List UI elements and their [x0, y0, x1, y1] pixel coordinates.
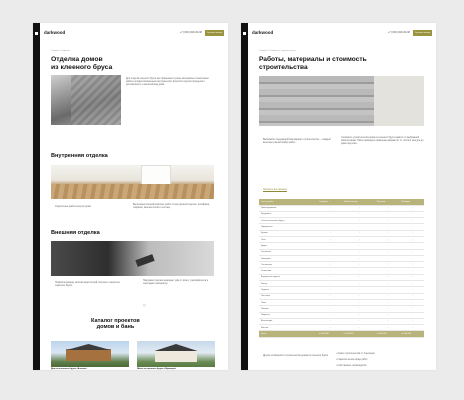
page-title-line-1: Отделка домов — [51, 56, 103, 63]
row-label: Двери — [259, 243, 317, 249]
logo[interactable]: darkwood — [44, 30, 66, 35]
log-wall-texture — [71, 75, 121, 125]
inner-photo — [51, 165, 214, 199]
comparison-table — [259, 199, 424, 338]
hero-photo — [51, 75, 121, 125]
row-label: Вентиляция — [259, 318, 317, 324]
floor-texture — [51, 184, 214, 199]
outer-text: Наружная отделка защищает дом от влаги, ультрафиолета и перепадов температур. — [143, 280, 209, 286]
header — [44, 30, 224, 38]
list-item: ▪ Гарантия на все виды работ — [336, 359, 368, 362]
catalog-title — [91, 318, 140, 331]
request-button[interactable]: Оставить заявку — [206, 32, 223, 34]
table-row: Полы — — • • — [259, 299, 424, 305]
row-label: Отопление — [259, 268, 317, 274]
sidebar-strip — [33, 23, 40, 370]
project-card-1-title[interactable]: Дом из клееного бруса «Альпик» — [51, 368, 87, 370]
page-title-line-2: из клееного бруса — [51, 63, 113, 71]
request-button[interactable]: Оставить заявку — [414, 32, 431, 34]
inner-text: Выполняем полный комплекс работ по внутренней отделке: шлифовка, покраска, монтаж полов и лестниц. — [133, 204, 210, 210]
row-label: Итого — [259, 331, 317, 337]
table-row: Покраска — — — • — [259, 312, 424, 318]
body-text: Стоимость строительства дома из клееного бруса зависит от выбранной комплектации. Ниже приведено сравнение вариантов: от тёплого контура до дома под ключ. — [341, 137, 424, 146]
table-row: Проектирование • • • • — [259, 205, 424, 211]
row-label: Фасад — [259, 281, 317, 287]
list-item-label: Сроки строительства от 3 месяцев — [337, 353, 375, 355]
table-total-row — [259, 331, 424, 337]
left-page — [33, 23, 228, 370]
table-row: Сантехника — — • • — [259, 262, 424, 268]
row-label: Окна — [259, 236, 317, 242]
logo[interactable]: darkwood — [252, 30, 274, 35]
table-row: Окна — • • • — [259, 236, 424, 242]
inner-title: Внутренняя отделка — [51, 153, 108, 159]
row-label: Электрика — [259, 255, 317, 261]
list-item: ▪ Собственное производство — [336, 365, 367, 368]
project-card-1-photo[interactable] — [51, 341, 129, 367]
table-row: Утепление — • • • — [259, 249, 424, 255]
row-label: Перекрытия — [259, 224, 317, 230]
list-item-label: Собственное производство — [337, 365, 367, 368]
row-label: Потолки — [259, 306, 317, 312]
page-title-line-2: строительства — [259, 63, 308, 71]
intro-text: Для отделки клееного бруса мы применяем лучшие материалы и выполняем работы профессиональным инструментом. Качество отделки определяет долговечность и внешний вид дома. — [126, 78, 209, 87]
right-page — [241, 23, 436, 370]
outer-photo — [51, 241, 214, 276]
row-label: Фундамент — [259, 211, 317, 217]
table-header: Премиум — [399, 199, 424, 205]
row-label: Лестницы — [259, 293, 317, 299]
row-label: Утепление — [259, 249, 317, 255]
projects-link[interactable]: Смотреть все проекты — [263, 189, 287, 191]
table-row: Отопление — — • • — [259, 268, 424, 274]
page-title-line-1: Работы, материалы и стоимость — [259, 56, 367, 63]
row-label: Монтаж — [259, 325, 317, 331]
page-title — [259, 56, 367, 71]
table-header: Тёплый контур — [342, 199, 375, 205]
table-row: Внутренняя отделка — — • • — [259, 274, 424, 280]
outer-note: Покраска фасада, монтаж водосточной системы и защитное покрытие бруса. — [55, 282, 120, 288]
row-label: Террасы — [259, 287, 317, 293]
sidebar-strip — [241, 23, 248, 370]
table-row: Фундамент • • • • — [259, 211, 424, 217]
table-row: Кровля • • • • — [259, 230, 424, 236]
outer-title: Внешняя отделка — [51, 230, 100, 236]
breadcrumb[interactable]: Главная / Отделка — [51, 50, 70, 52]
list-item: ▪ Сроки строительства от 3 месяцев — [336, 353, 375, 355]
table-row: Террасы — — • • — [259, 287, 424, 293]
table-header: Под ключ — [375, 199, 400, 205]
phone-number[interactable]: +7 (000) 000-00-00 — [179, 31, 202, 34]
row-label: Проектирование — [259, 205, 317, 211]
table-row: Фасад — • • • — [259, 281, 424, 287]
breadcrumb[interactable]: Главная / Стоимость строительства — [259, 50, 296, 52]
row-label: Сантехника — [259, 262, 317, 268]
price-cell: от 000 000 — [342, 331, 375, 337]
table-row: Перекрытия • • • • — [259, 224, 424, 230]
inner-note: Отделочные работы внутри дома — [55, 206, 91, 208]
window-area — [374, 76, 424, 126]
table-header: Состав работ — [259, 199, 317, 205]
menu-icon[interactable] — [35, 32, 38, 35]
catalog-title-line-1: Каталог проектов — [91, 318, 140, 324]
brush-shape — [135, 254, 154, 267]
phone-number[interactable]: +7 (000) 000-00-00 — [387, 31, 410, 34]
project-card-2-photo[interactable] — [137, 341, 215, 367]
table-row: Стены из клееного бруса • • • • — [259, 218, 424, 224]
house-shape-2 — [155, 350, 197, 362]
table-row: Электрика — — • • — [259, 255, 424, 261]
project-card-2-title[interactable]: Шале из клееного бруса «Франция» — [137, 368, 177, 370]
row-label: Стены из клееного бруса — [259, 218, 317, 224]
bottom-title: Другие особенности строительства домов из клееного бруса — [263, 355, 328, 357]
table-row: Вентиляция — — — • — [259, 318, 424, 324]
row-label: Кровля — [259, 230, 317, 236]
row-label: Внутренняя отделка — [259, 274, 317, 280]
price-cell: от 000 000 — [317, 331, 342, 337]
page-title — [51, 56, 112, 72]
table-row: Двери — • • • — [259, 243, 424, 249]
price-cell: от 000 000 — [375, 331, 400, 337]
table-row: Лестницы — — • • — [259, 293, 424, 299]
info-icon: ◎ — [143, 303, 146, 307]
house-shape — [66, 349, 111, 361]
bullet-list — [336, 353, 424, 368]
row-label: Покраска — [259, 312, 317, 318]
table-header: Стандарт — [317, 199, 342, 205]
header — [252, 30, 432, 38]
hero-photo — [259, 76, 424, 126]
row-label: Полы — [259, 299, 317, 305]
lead-text: Выбирайте подходящий вам вариант строительства — каждый включает разный набор работ. — [263, 139, 331, 145]
menu-icon[interactable] — [243, 32, 246, 35]
table-row: Монтаж — — — • — [259, 325, 424, 331]
catalog-title-line-2: домов и бань — [96, 324, 135, 331]
table-row: Потолки — — — • — [259, 306, 424, 312]
price-cell: от 000 000 — [399, 331, 424, 337]
list-item-label: Гарантия на все виды работ — [337, 359, 368, 362]
window-shape — [141, 165, 171, 185]
